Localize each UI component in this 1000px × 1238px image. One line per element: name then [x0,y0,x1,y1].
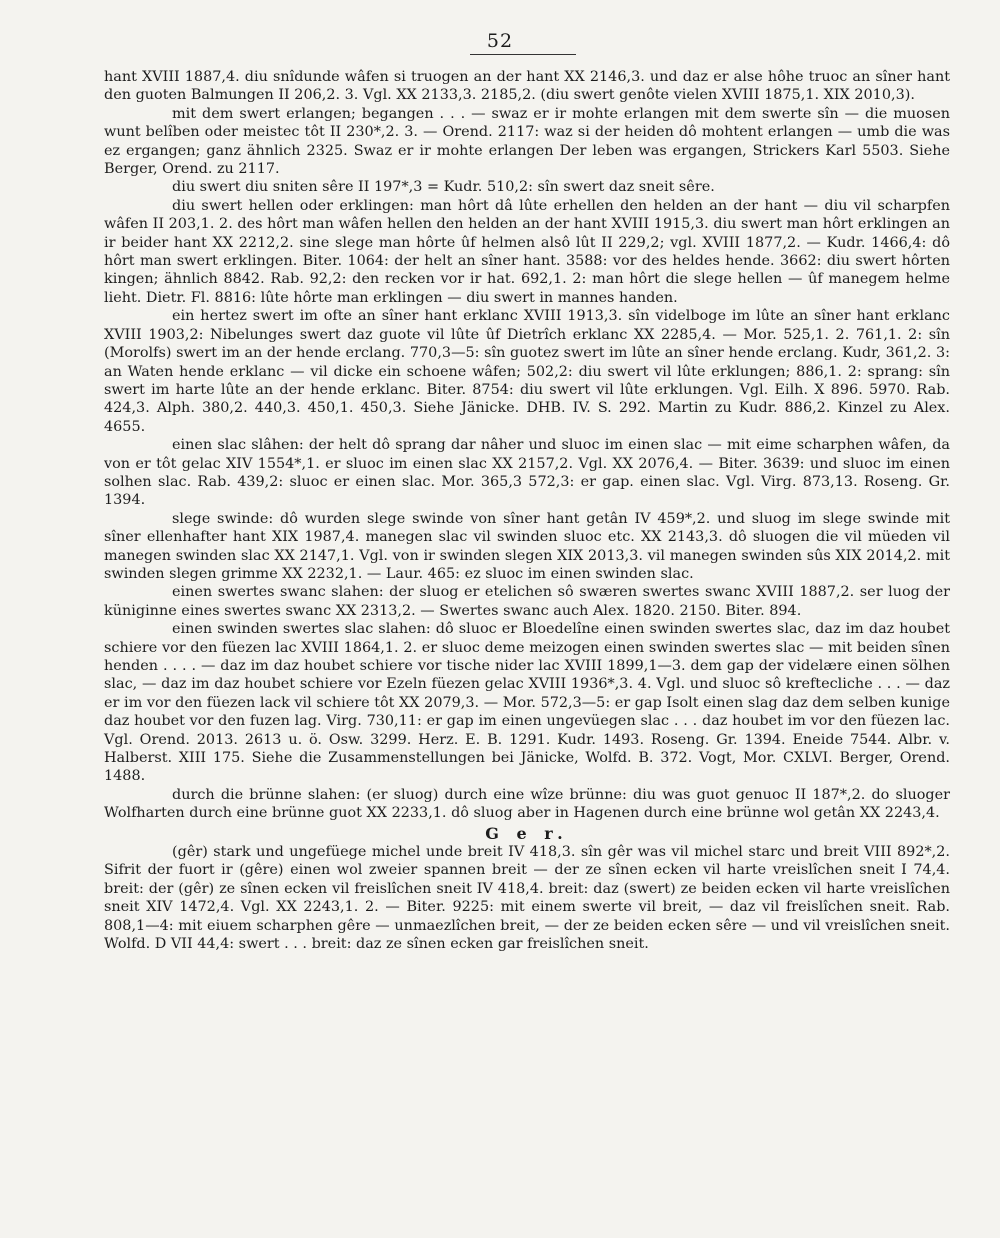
paragraph: diu swert hellen oder erklingen: man hôrt dâ lûte erhellen den helden an der hant — diu vil scharpfen wâfen II 203,1. 2. des hôrt man wâfen hellen den helden an der hant XVIII 1915,3. diu swert man hôrt erklingen an ir beider hant XX 2212,2. sine slege man hôrte ûf helmen alsô lût II 229,2; vgl. XVIII 1877,2. — Kudr. 1466,4: dô hôrt man swert erklingen. Biter. 1064: der helt an sîner hant. 3588: vor des heldes hende. 3662: diu swert hôrten kingen; ähnlich 8842. Rab. 92,2: den recken vor ir hat. 692,1. 2: man hôrt die slege hellen — ûf manegem helme lieht. Dietr. Fl. 8816: lûte hôrte man erklingen — diu swert in mannes handen. [104,197,950,306]
paragraph: einen swinden swertes slac slahen: dô sluoc er Bloedelîne einen swinden swertes slac, daz im daz houbet schiere vor den füezen lac XVIII 1864,1. 2. er sluoc deme meizogen einen swinden swertes slac — mit beiden sînen henden . . . . — daz im daz houbet schiere vor tische nider lac XVIII 1899,1—3. dem gap der videlære einen sölhen slac, — daz im daz houbet schiere vor Ezeln füezen gelac XVIII 1936*,3. 4. Vgl. und sluoc sô kreftecliche . . . — daz er im vor den füezen lack vil schiere tôt XX 2079,3. — Mor. 572,3—5: er gap Isolt einen slag daz dem selben kunige daz houbet vor den fuzen lag. Virg. 730,11: er gap im einen ungevüegen slac . . . daz houbet im vor den füezen lac. Vgl. Orend. 2013. 2613 u. ö. Osw. 3299. Herz. E. B. 1291. Kudr. 1493. Roseng. Gr. 1394. Eneide 7544. Albr. v. Halberst. XIII 175. Siehe die Zusammenstellungen bei Jänicke, Wolfd. B. 372. Vogt, Mor. CXLVI. Berger, Orend. 1488. [104,621,950,785]
section-heading: G e r. [485,823,569,843]
paragraph: hant XVIII 1887,4. diu snîdunde wâfen si truogen an der hant XX 2146,3. und daz er alse hôhe truoc an sîner hant den guoten Balmungen II 206,2. 3. Vgl. XX 2133,3. 2185,2. (diu swert genôte vielen XVIII 1875,1. XIX 2010,3). [104,69,950,104]
page-number: 52 [486,30,514,52]
paragraph: mit dem swert erlangen; begangen . . . — swaz er ir mohte erlangen mit dem swerte sîn — die muosen wunt belîben oder meistec tôt II 230*,2. 3. — Orend. 2117: waz si der heiden dô mohtent erlangen — umb die was ez ergangen; ganz ähnlich 2325. Swaz er ir mohte erlangen Der leben was ergangen, Strickers Karl 5503. Siehe Berger, Orend. zu 2117. [104,105,950,178]
paragraph: einen slac slâhen: der helt dô sprang dar nâher und sluoc im einen slac — mit eime scharphen wâfen, da von er tôt gelac XIV 1554*,1. er sluoc im einen slac XX 2157,2. Vgl. XX 2076,4. — Biter. 3639: und sluoc im einen solhen slac. Rab. 439,2: sluoc er einen slac. Mor. 365,3 572,3: er gap. einen slac. Vgl. Virg. 873,13. Roseng. Gr. 1394. [104,437,950,509]
paragraph: (gêr) stark und ungefüege michel unde breit IV 418,3. sîn gêr was vil michel starc und breit VIII 892*,2. Sifrit der fuort ir (gêre) einen wol zweier spannen breit — der ze sînen ecken vil harte vreislîchen sneit I 74,4. breit: der (gêr) ze sînen ecken vil freislîchen sneit IV 418,4. breit: daz (swert) ze beiden ecken vil harte vreislîchen sneit XIV 1472,4. Vgl. XX 2243,1. 2. — Biter. 9225: mit einem swerte vil breit, — daz vil freislîchen sneit. Rab. 808,1—4: mit eiuem scharphen gêre — unmaezlîchen breit, — der ze beiden ecken sêre — und vil vreislîchen sneit. Wolfd. D VII 44,4: swert . . . breit: daz ze sînen ecken gar freislîchen sneit. [104,844,950,953]
paragraph: slege swinde: dô wurden slege swinde von sîner hant getân IV 459*,2. und sluog im slege swinde mit sîner ellenhafter hant XIX 1987,4. manegen slac vil swinden sluoc etc. XX 2143,3. dô sluogen die vil müeden vil manegen swinden slac XX 2147,1. Vgl. von ir swinden slegen XIX 2013,3. vil manegen swinden sûs XIX 2014,2. mit swinden slegen grimme XX 2232,1. — Laur. 465: ez sluoc im einen swinden slac. [104,510,950,582]
paragraph: diu swert diu sniten sêre II 197*,3 = Kudr. 510,2: sîn swert daz sneit sêre. [172,179,715,196]
paragraph: durch die brünne slahen: (er sluog) durch eine wîze brünne: diu was guot genuoc II 187*,2. do sluoger Wolfharten durch eine brünne guot XX 2233,1. dô sluog aber in Hagenen durch eine brünne wol getân XX 2243,4. [104,786,950,822]
page-body [104,68,950,954]
header-rule [470,54,576,55]
paragraph: ein hertez swert im ofte an sîner hant erklanc XVIII 1913,3. sîn videlboge im lûte an sîner hant erklanc XVIII 1903,2: Nibelunges swert daz guote vil lûte ûf Dietrîch erklanc XX 2285,4. — Mor. 525,1. 2. 761,1. 2: sîn (Morolfs) swert im an der hende erclang. 770,3—5: sîn guotez swert im lûte an sîner hende erclang. Kudr, 361,2. 3: an Waten hende erklanc — vil dicke ein schoene wâfen; 502,2: diu swert vil lûte erklungen; 886,1. 2: sprang: sîn swert im harte lûte an der hende erklanc. Biter. 8754: diu swert vil lûte erklungen. Vgl. Eilh. X 896. 5970. Rab. 424,3. Alph. 380,2. 440,3. 450,1. 450,3. Siehe Jänicke. DHB. IV. S. 292. Martin zu Kudr. 886,2. Kinzel zu Alex. 4655. [104,308,950,435]
paragraph: einen swertes swanc slahen: der sluog er etelichen sô swæren swertes swanc XVIII 1887,2. ser luog der küniginne eines swertes swanc XX 2313,2. — Swertes swanc auch Alex. 1820. 2150. Biter. 894. [104,584,950,619]
